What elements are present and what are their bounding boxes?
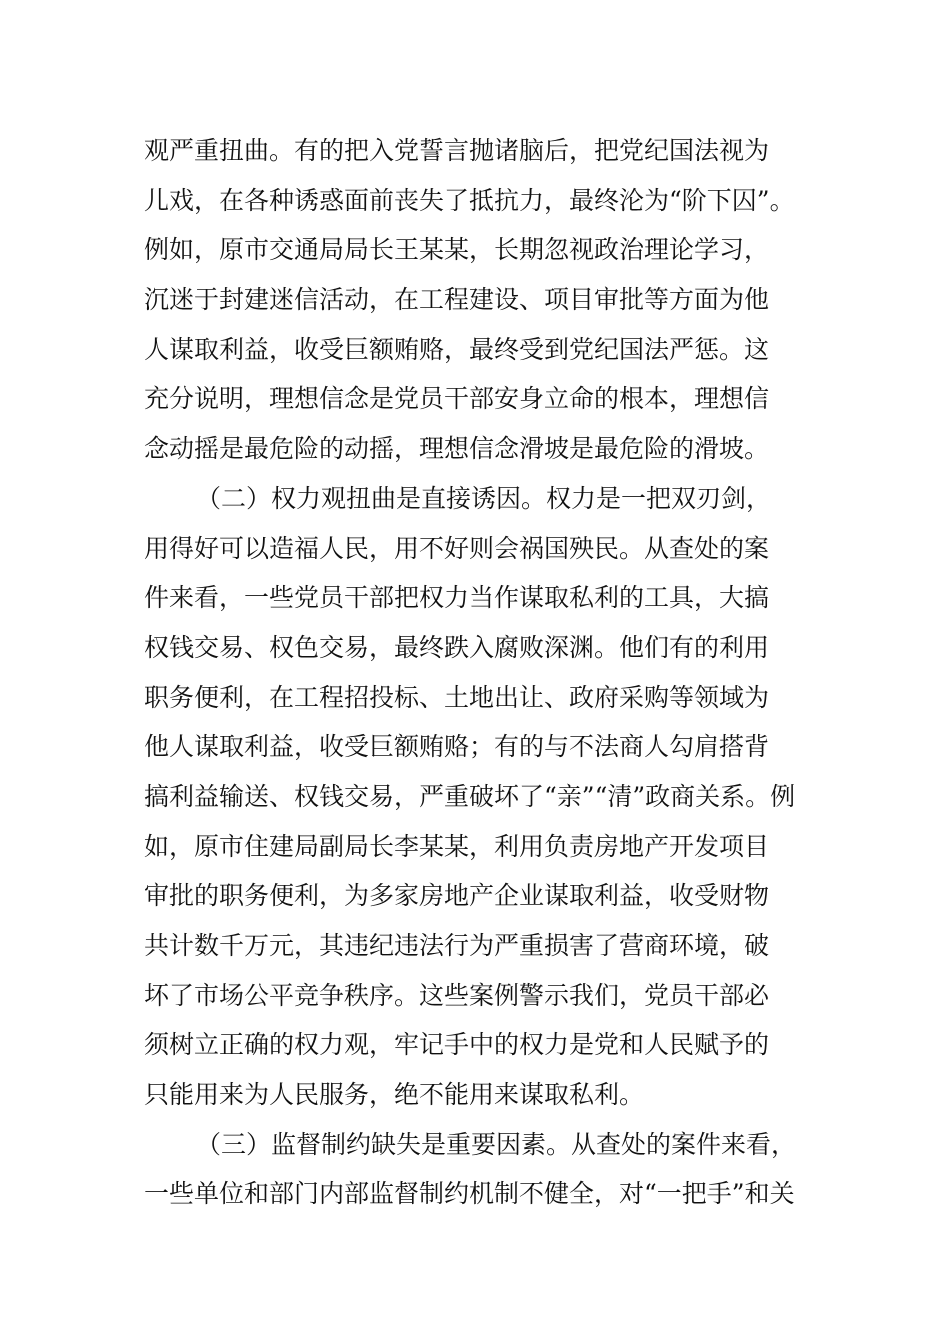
text-line: 用得好可以造福人民，用不好则会祸国殃民。从查处的案 — [144, 533, 770, 563]
text-line: 如，原市住建局副局长李某某，利用负责房地产开发项目 — [144, 831, 770, 861]
text-line: 件来看，一些党员干部把权力当作谋取私利的工具，大搞 — [144, 583, 770, 613]
text-line: 人谋取利益，收受巨额贿赂，最终受到党纪国法严惩。这 — [144, 334, 770, 364]
text-line: 例如，原市交通局局长王某某，长期忽视政治理论学习， — [144, 235, 770, 265]
text-line: 他人谋取利益，收受巨额贿赂；有的与不法商人勾肩搭背 — [144, 732, 770, 762]
section-heading-line: （二）权力观扭曲是直接诱因。权力是一把双刃剑， — [196, 483, 772, 513]
text-line: 坏了市场公平竞争秩序。这些案例警示我们，党员干部必 — [144, 980, 770, 1010]
text-line: 职务便利，在工程招投标、土地出让、政府采购等领域为 — [144, 682, 770, 712]
document-body — [144, 126, 834, 1219]
text-line: 权钱交易、权色交易，最终跌入腐败深渊。他们有的利用 — [144, 632, 770, 662]
text-line: 搞利益输送、权钱交易，严重破坏了“亲”“清”政商关系。例 — [144, 781, 796, 811]
text-line: 审批的职务便利，为多家房地产企业谋取利益，收受财物 — [144, 881, 770, 911]
text-line: 只能用来为人民服务，绝不能用来谋取私利。 — [144, 1080, 645, 1110]
text-line: 一些单位和部门内部监督制约机制不健全，对“一把手”和关 — [144, 1179, 795, 1209]
text-line: 沉迷于封建迷信活动，在工程建设、项目审批等方面为他 — [144, 285, 770, 315]
text-line: 充分说明，理想信念是党员干部安身立命的根本，理想信 — [144, 384, 770, 414]
text-line: 念动摇是最危险的动摇，理想信念滑坡是最危险的滑坡。 — [144, 434, 770, 464]
section-heading-line: （三）监督制约缺失是重要因素。从查处的案件来看， — [196, 1129, 797, 1159]
text-line: 须树立正确的权力观，牢记手中的权力是党和人民赋予的 — [144, 1030, 770, 1060]
text-line: 共计数千万元，其违纪违法行为严重损害了营商环境，破 — [144, 931, 770, 960]
text-line: 观严重扭曲。有的把入党誓言抛诸脑后，把党纪国法视为 — [144, 136, 770, 165]
text-line: 儿戏，在各种诱惑面前丧失了抵抗力，最终沦为“阶下囚”。 — [144, 185, 795, 215]
